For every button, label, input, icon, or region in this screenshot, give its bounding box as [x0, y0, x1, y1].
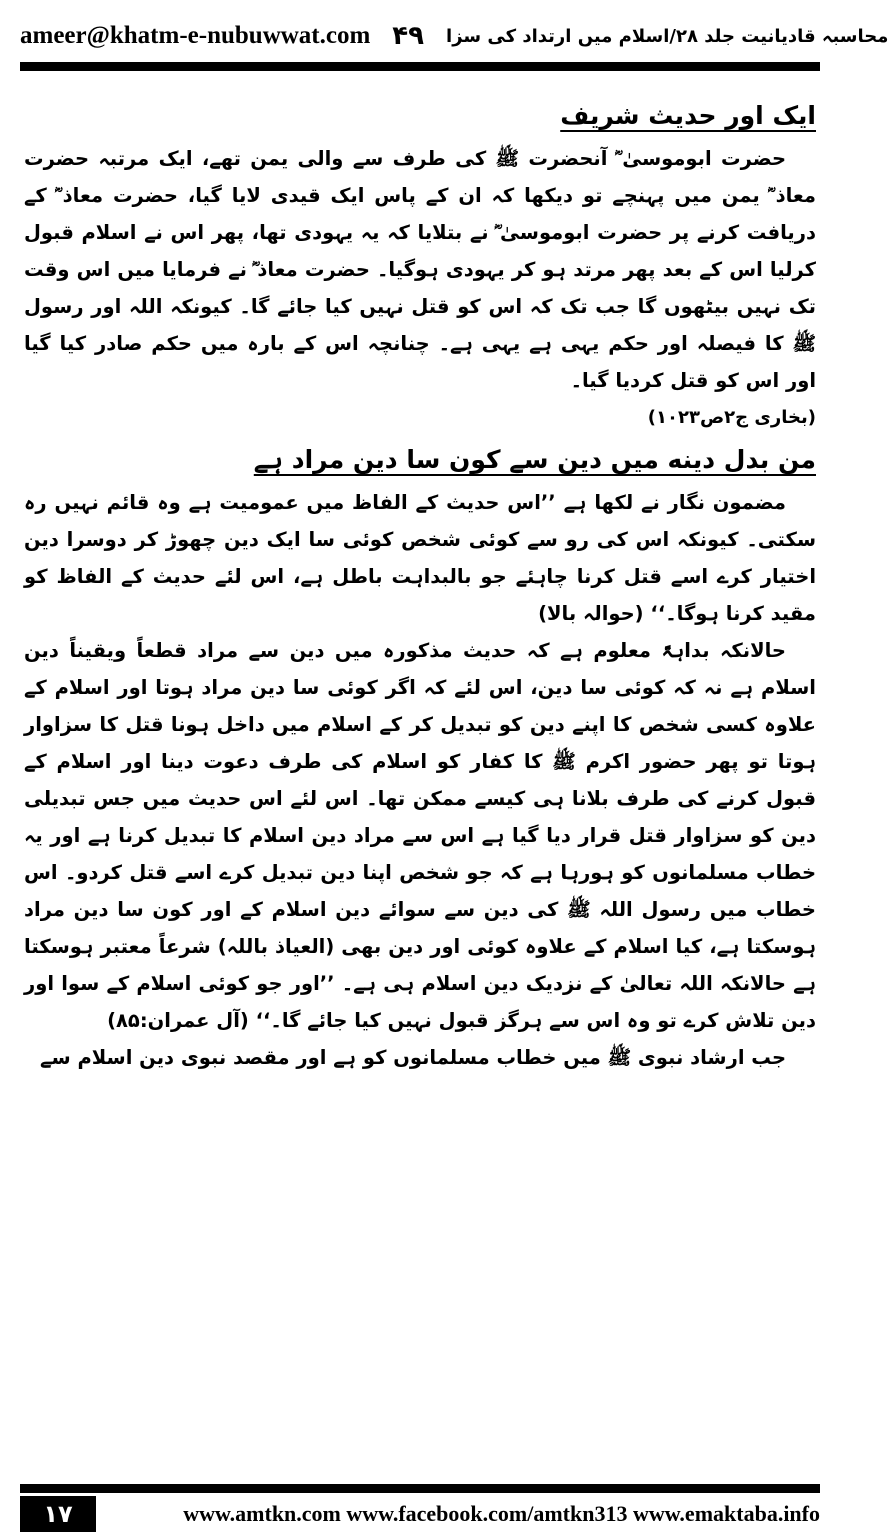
text-line: اپنے دین کو تبدیل کر کے اسلام میں داخل ہونا قتل کا سزاوار ہوتا تو پھر حضور اکرم ﷺ کا کفار: [24, 713, 816, 773]
page-footer: [20, 1484, 820, 1534]
text-line: جب ارشاد نبوی ﷺ میں خطاب مسلمانوں کو ہے اور مقصد نبوی دین اسلام سے: [40, 1046, 786, 1069]
page-number: ۴۹: [392, 21, 425, 51]
text-line: کرنا چاہئے جو بالبداہت باطل ہے، اس لئے حدیث کے الفاظ کو مقید کرنا ہوگا۔‘‘: [24, 565, 816, 625]
citation: (حوالہ بالا): [538, 602, 644, 625]
text-line: حضرت معاذ ؓ یمن میں پہنچے تو دیکھا کہ ان کے پاس ایک قیدی لایا گیا، حضرت معاذ ؓ: [24, 147, 816, 207]
header-email: ameer@khatm-e-nubuwwat.com: [20, 22, 371, 49]
text-line: حالانکہ بداہۃً معلوم ہے کہ حدیث مذکورہ میں دین سے مراد قطعاً ویقیناً دین اسلام: [24, 639, 816, 699]
footer-rule: [20, 1484, 820, 1493]
text-line: مراد ہوسکتا ہے، کیا اسلام کے علاوہ کوئی اور دین بھی (العیاذ باللہ) شرعاً معتبر ہوسکتا ہے: [24, 898, 816, 995]
section2-paragraph-3: [24, 1039, 816, 1076]
text-line: نہیں بیٹھوں گا جب تک کہ اس کو قتل نہیں کیا جائے گا۔ کیونکہ اللہ اور رسول ﷺ کا فیصلہ اور حکم: [24, 295, 816, 355]
text-line: سکتی۔ کیونکہ اس کی رو سے کوئی شخص کوئی سا ایک دین چھوڑ کر دوسرا دین اختیار کرے اسے قتل: [24, 528, 817, 588]
section1-paragraph: [24, 140, 816, 399]
section2-paragraph-1: [24, 484, 816, 632]
section2-paragraph-2: [24, 632, 816, 1039]
text-line: ہے نہ کہ کوئی سا دین، اس لئے کہ اگر کوئی سا دین مراد ہوتا اور اسلام کے علاوہ کسی شخص کا: [24, 676, 816, 736]
text-line: یہی ہے یہی ہے۔ چنانچہ اس کے بارہ میں حکم صادر کیا گیا اور اس کو قتل کردیا گیا۔: [24, 332, 816, 392]
text-line: کو اسلام کی طرف دعوت دینا اور اسلام کے قبول کرنے کی طرف بلانا ہی کیسے ممکن تھا۔ اس: [24, 750, 816, 810]
text-line: لئے اس حدیث میں جس تبدیلی دین کو سزاوار قتل قرار دیا گیا ہے اس سے مراد دین اسلام کا: [24, 787, 816, 847]
text-line: حالانکہ اللہ تعالیٰ کے نزدیک دین اسلام ہی ہے۔ ’’اور جو کوئی اسلام کے سوا اور دین تلاش: [24, 972, 816, 1032]
header-left: [20, 21, 446, 51]
folio-number: ۱۷: [20, 1496, 96, 1532]
text-line: کردو۔ اس خطاب میں رسول اللہ ﷺ کی دین سے سوائے دین اسلام کے اور کون سا دین: [24, 861, 816, 921]
page-header: [20, 14, 888, 58]
section1-reference: (بخاری ج۲ص۱۰۲۳): [647, 407, 816, 428]
header-rule: [20, 62, 820, 71]
footer-urls: www.amtkn.com www.facebook.com/amtkn313 www.emaktaba.info: [183, 1501, 820, 1526]
section-heading-2: من بدل دینه میں دین سے کون سا دین مراد ہے: [253, 445, 816, 474]
text-line: تبدیل کرنا ہے اور یہ خطاب مسلمانوں کو ہورہا ہے کہ جو شخص اپنا دین تبدیل کرے اسے قتل: [24, 824, 816, 884]
section-heading-1: ایک اور حدیث شریف: [560, 101, 816, 130]
text-line: مضمون نگار نے لکھا ہے ’’اس حدیث کے الفاظ میں عمومیت ہے وہ قائم نہیں رہ: [24, 491, 786, 514]
citation: (آل عمران:۸۵): [107, 1009, 249, 1032]
text-line: کرے تو وہ اس سے ہرگز قبول نہیں کیا جائے گا۔‘‘: [255, 1009, 719, 1032]
text-line: کرلیا اس کے بعد پھر مرتد ہو کر یہودی ہوگیا۔ حضرت معاذ ؓ نے فرمایا میں اس وقت تک: [24, 258, 816, 318]
text-line: حضرت ابوموسیٰ ؓ آنحضرت ﷺ کی طرف سے والی یمن تھے، ایک مرتبہ: [98, 147, 786, 170]
text-line: کے دریافت کرنے پر حضرت ابوموسیٰ ؓ نے بتلایا کہ یہ یہودی تھا، پھر اس نے اسلام قبول: [24, 184, 816, 244]
page-body: [24, 92, 816, 1468]
running-title: محاسبہ قادیانیت جلد ۲۸/اسلام میں ارتداد کی سزا: [446, 25, 888, 47]
